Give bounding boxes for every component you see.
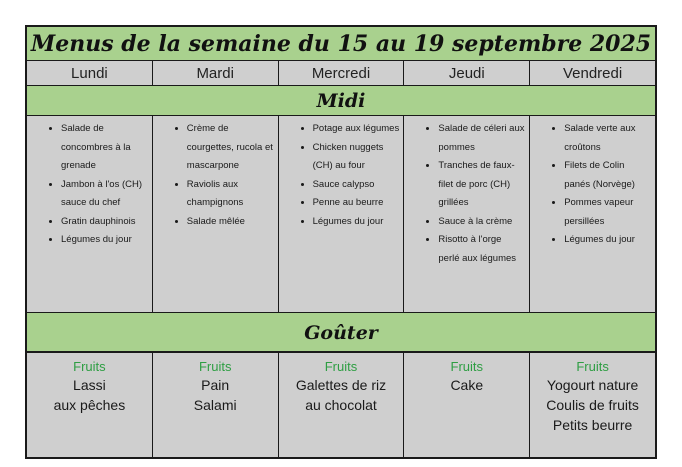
gouter-fruits-label: Fruits <box>324 359 358 374</box>
gouter-cell <box>279 353 405 459</box>
midi-dish-item: • Filets de Colin panés (Norvège) <box>564 157 651 194</box>
midi-dish-item: • Jambon à l'os (CH) sauce du chef <box>61 176 148 213</box>
midi-section-title: Midi <box>316 90 366 112</box>
midi-cell <box>153 116 279 312</box>
midi-dish-item: • Légumes du jour <box>564 231 651 250</box>
midi-dish-item: • Sauce calypso <box>313 176 400 195</box>
midi-dish-item: • Potage aux légumes <box>313 120 400 139</box>
midi-dish-item: • Salade verte aux croûtons <box>564 120 651 157</box>
midi-menu-row <box>27 116 655 312</box>
midi-dish-item: • Tranches de faux-filet de porc (CH) grillées <box>438 157 525 213</box>
gouter-snack-line: Pain <box>201 377 230 393</box>
midi-dish-list <box>404 116 529 268</box>
day-header: Mardi <box>153 61 279 85</box>
midi-dish-item: • Légumes du jour <box>313 213 400 232</box>
gouter-cell <box>153 353 279 459</box>
gouter-snack-line: Petits beurre <box>552 417 633 433</box>
midi-cell <box>404 116 530 312</box>
day-header: Vendredi <box>562 65 623 82</box>
midi-dish-item: • Chicken nuggets (CH) au four <box>313 139 400 176</box>
gouter-fruits-label: Fruits <box>198 359 232 374</box>
midi-dish-item: • Légumes du jour <box>61 231 148 250</box>
midi-dish-list <box>530 116 655 250</box>
midi-dish-item: • Penne au beurre <box>313 194 400 213</box>
midi-dish-item: • Pommes vapeur persillées <box>564 194 651 231</box>
midi-cell <box>530 116 655 312</box>
gouter-snack-line: Coulis de fruits <box>546 397 639 413</box>
gouter-snack-line: Lassi <box>73 377 106 393</box>
midi-dish-list <box>153 116 278 231</box>
midi-cell <box>27 116 153 312</box>
gouter-snack-line: Cake <box>450 377 484 393</box>
day-header: Lundi <box>27 61 153 85</box>
gouter-cell <box>27 353 153 459</box>
midi-dish-item: • Crème de courgettes, rucola et mascarpone <box>187 120 274 176</box>
midi-dish-item: • Salade mêlée <box>187 213 274 232</box>
midi-dish-list <box>279 116 404 231</box>
weekly-menu-table <box>25 25 657 459</box>
midi-dish-list <box>27 116 152 250</box>
menu-title: Menus de la semaine du 15 au 19 septembre 2025 <box>30 31 652 57</box>
gouter-fruits-label: Fruits <box>73 359 106 374</box>
gouter-snack-line: aux pêches <box>53 397 126 413</box>
gouter-section-header <box>27 312 655 352</box>
midi-dish-item: • Risotto à l'orge perlé aux légumes <box>438 231 525 268</box>
gouter-fruits-label: Fruits <box>450 359 484 374</box>
midi-dish-item: • Salade de céleri aux pommes <box>438 120 525 157</box>
midi-dish-item: • Sauce à la crème <box>438 213 525 232</box>
gouter-section-title: Goûter <box>304 322 378 344</box>
gouter-cell <box>530 353 655 459</box>
day-header: Jeudi <box>404 61 530 85</box>
gouter-cell <box>404 353 530 459</box>
midi-cell <box>279 116 405 312</box>
gouter-fruits-label: Fruits <box>576 359 609 374</box>
midi-dish-item: • Gratin dauphinois <box>61 213 148 232</box>
days-header-row <box>27 61 655 86</box>
gouter-snack-line: Galettes de riz <box>295 377 387 393</box>
day-header: Mercredi <box>279 61 405 85</box>
gouter-snack-line: Yogourt nature <box>546 377 639 393</box>
midi-section-header <box>27 86 655 116</box>
midi-dish-item: • Raviolis aux champignons <box>187 176 274 213</box>
menu-title-bar <box>27 27 655 61</box>
gouter-snack-line: Salami <box>193 397 237 413</box>
gouter-menu-row <box>27 352 655 459</box>
gouter-snack-line: au chocolat <box>305 397 377 413</box>
midi-dish-item: • Salade de concombres à la grenade <box>61 120 148 176</box>
